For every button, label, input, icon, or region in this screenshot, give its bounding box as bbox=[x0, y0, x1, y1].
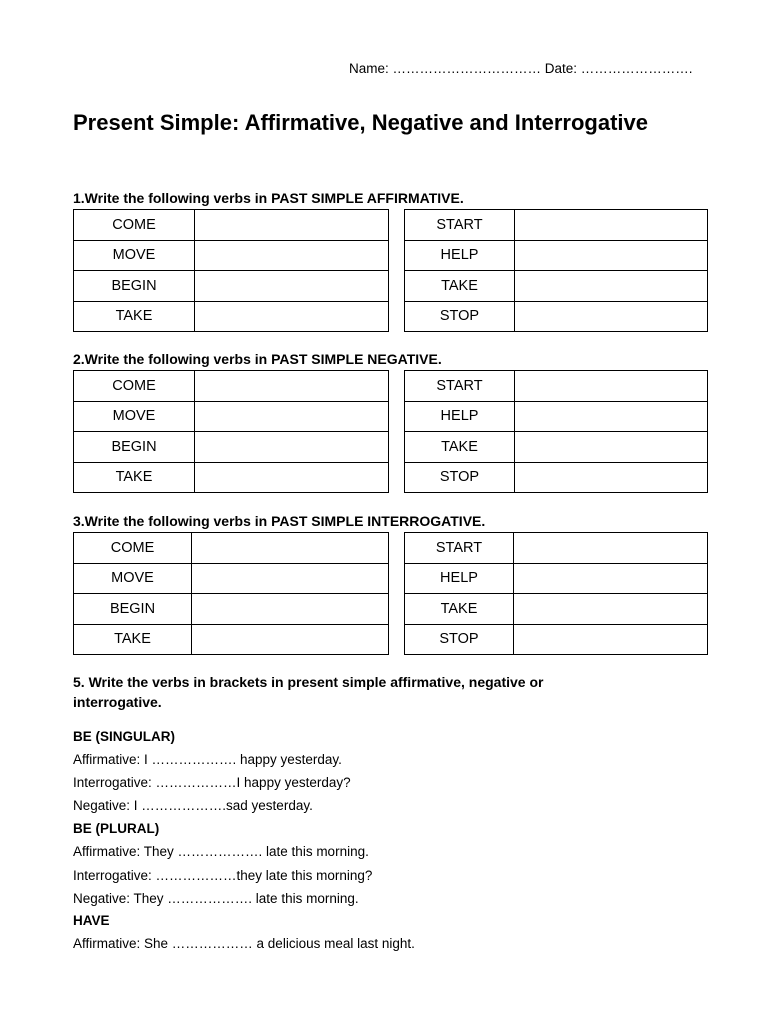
answer-cell[interactable] bbox=[195, 240, 389, 271]
verb-cell: START bbox=[405, 371, 515, 402]
answer-cell[interactable] bbox=[195, 401, 389, 432]
verb-cell: START bbox=[405, 210, 515, 241]
answer-cell[interactable] bbox=[192, 594, 389, 625]
answer-cell[interactable] bbox=[515, 462, 708, 493]
exercise-5-line[interactable]: Affirmative: I ………………. happy yesterday. bbox=[73, 752, 342, 767]
answer-cell[interactable] bbox=[195, 462, 389, 493]
table-row bbox=[74, 240, 389, 271]
section-3-instruction: 3.Write the following verbs in PAST SIMPLE INTERROGATIVE. bbox=[73, 513, 486, 529]
table-row bbox=[405, 271, 708, 302]
verb-cell: COME bbox=[74, 533, 192, 564]
table-row bbox=[405, 210, 708, 241]
section-1-instruction: 1.Write the following verbs in PAST SIMPLE AFFIRMATIVE. bbox=[73, 190, 464, 206]
table-row bbox=[74, 301, 389, 332]
table-row bbox=[405, 301, 708, 332]
table-row bbox=[74, 594, 389, 625]
verb-cell: TAKE bbox=[405, 594, 514, 625]
worksheet-title: Present Simple: Affirmative, Negative and Interrogative bbox=[73, 110, 649, 135]
table-row bbox=[74, 210, 389, 241]
verb-cell: MOVE bbox=[74, 563, 192, 594]
answer-cell[interactable] bbox=[515, 301, 708, 332]
table-row bbox=[405, 563, 708, 594]
verb-cell: TAKE bbox=[405, 271, 515, 302]
exercise-5-line[interactable]: Interrogative: ………………they late this morning? bbox=[73, 868, 373, 883]
verb-cell: TAKE bbox=[405, 432, 515, 463]
name-date-line: Name: …………………………… Date: ……………………. bbox=[349, 61, 693, 76]
exercise-5-line: BE (PLURAL) bbox=[73, 821, 160, 836]
exercise-5-line[interactable]: Negative: I ……………….sad yesterday. bbox=[73, 798, 313, 813]
verb-cell: BEGIN bbox=[74, 432, 195, 463]
exercise-5-instruction: 5. Write the verbs in brackets in present simple affirmative, negative or interrogative. bbox=[73, 674, 544, 710]
table-row bbox=[405, 462, 708, 493]
table-row bbox=[405, 624, 708, 655]
exercise-5-line[interactable]: Negative: They ………………. late this morning. bbox=[73, 891, 359, 906]
section-2-left-table bbox=[73, 370, 389, 493]
answer-cell[interactable] bbox=[195, 210, 389, 241]
table-row bbox=[405, 533, 708, 564]
exercise-5-line: BE (SINGULAR) bbox=[73, 729, 175, 744]
answer-cell[interactable] bbox=[514, 624, 708, 655]
verb-cell: MOVE bbox=[74, 401, 195, 432]
exercise-5-line[interactable]: Affirmative: They ………………. late this morning. bbox=[73, 844, 369, 859]
verb-cell: HELP bbox=[405, 240, 515, 271]
exercise-5-line[interactable]: Interrogative: ………………I happy yesterday? bbox=[73, 775, 351, 790]
table-row bbox=[405, 432, 708, 463]
answer-cell[interactable] bbox=[192, 563, 389, 594]
table-row bbox=[74, 563, 389, 594]
verb-cell: MOVE bbox=[74, 240, 195, 271]
table-row bbox=[74, 371, 389, 402]
verb-cell: STOP bbox=[405, 462, 515, 493]
verb-cell: COME bbox=[74, 210, 195, 241]
answer-cell[interactable] bbox=[515, 240, 708, 271]
answer-cell[interactable] bbox=[195, 301, 389, 332]
section-1-left-table bbox=[73, 209, 389, 332]
verb-cell: BEGIN bbox=[74, 271, 195, 302]
verb-cell: STOP bbox=[405, 624, 514, 655]
verb-cell: START bbox=[405, 533, 514, 564]
table-row bbox=[74, 432, 389, 463]
table-row bbox=[405, 240, 708, 271]
exercise-5-line: HAVE bbox=[73, 913, 110, 928]
section-1-right-table bbox=[404, 209, 708, 332]
answer-cell[interactable] bbox=[515, 271, 708, 302]
verb-cell: HELP bbox=[405, 401, 515, 432]
answer-cell[interactable] bbox=[195, 271, 389, 302]
verb-cell: TAKE bbox=[74, 624, 192, 655]
table-row bbox=[74, 624, 389, 655]
table-row bbox=[74, 401, 389, 432]
answer-cell[interactable] bbox=[515, 401, 708, 432]
answer-cell[interactable] bbox=[514, 594, 708, 625]
section-3-left-table bbox=[73, 532, 389, 655]
section-2-instruction: 2.Write the following verbs in PAST SIMPLE NEGATIVE. bbox=[73, 351, 442, 367]
table-row bbox=[74, 533, 389, 564]
answer-cell[interactable] bbox=[192, 624, 389, 655]
verb-cell: HELP bbox=[405, 563, 514, 594]
answer-cell[interactable] bbox=[515, 432, 708, 463]
exercise-5-line[interactable]: Affirmative: She ……………… a delicious meal last night. bbox=[73, 936, 415, 951]
section-3-right-table bbox=[404, 532, 708, 655]
table-row bbox=[405, 401, 708, 432]
table-row bbox=[405, 594, 708, 625]
answer-cell[interactable] bbox=[195, 371, 389, 402]
answer-cell[interactable] bbox=[514, 563, 708, 594]
verb-cell: STOP bbox=[405, 301, 515, 332]
table-row bbox=[74, 462, 389, 493]
section-2-right-table bbox=[404, 370, 708, 493]
verb-cell: COME bbox=[74, 371, 195, 402]
table-row bbox=[74, 271, 389, 302]
table-row bbox=[405, 371, 708, 402]
answer-cell[interactable] bbox=[515, 371, 708, 402]
answer-cell[interactable] bbox=[515, 210, 708, 241]
verb-cell: TAKE bbox=[74, 462, 195, 493]
answer-cell[interactable] bbox=[195, 432, 389, 463]
answer-cell[interactable] bbox=[192, 533, 389, 564]
verb-cell: TAKE bbox=[74, 301, 195, 332]
verb-cell: BEGIN bbox=[74, 594, 192, 625]
answer-cell[interactable] bbox=[514, 533, 708, 564]
